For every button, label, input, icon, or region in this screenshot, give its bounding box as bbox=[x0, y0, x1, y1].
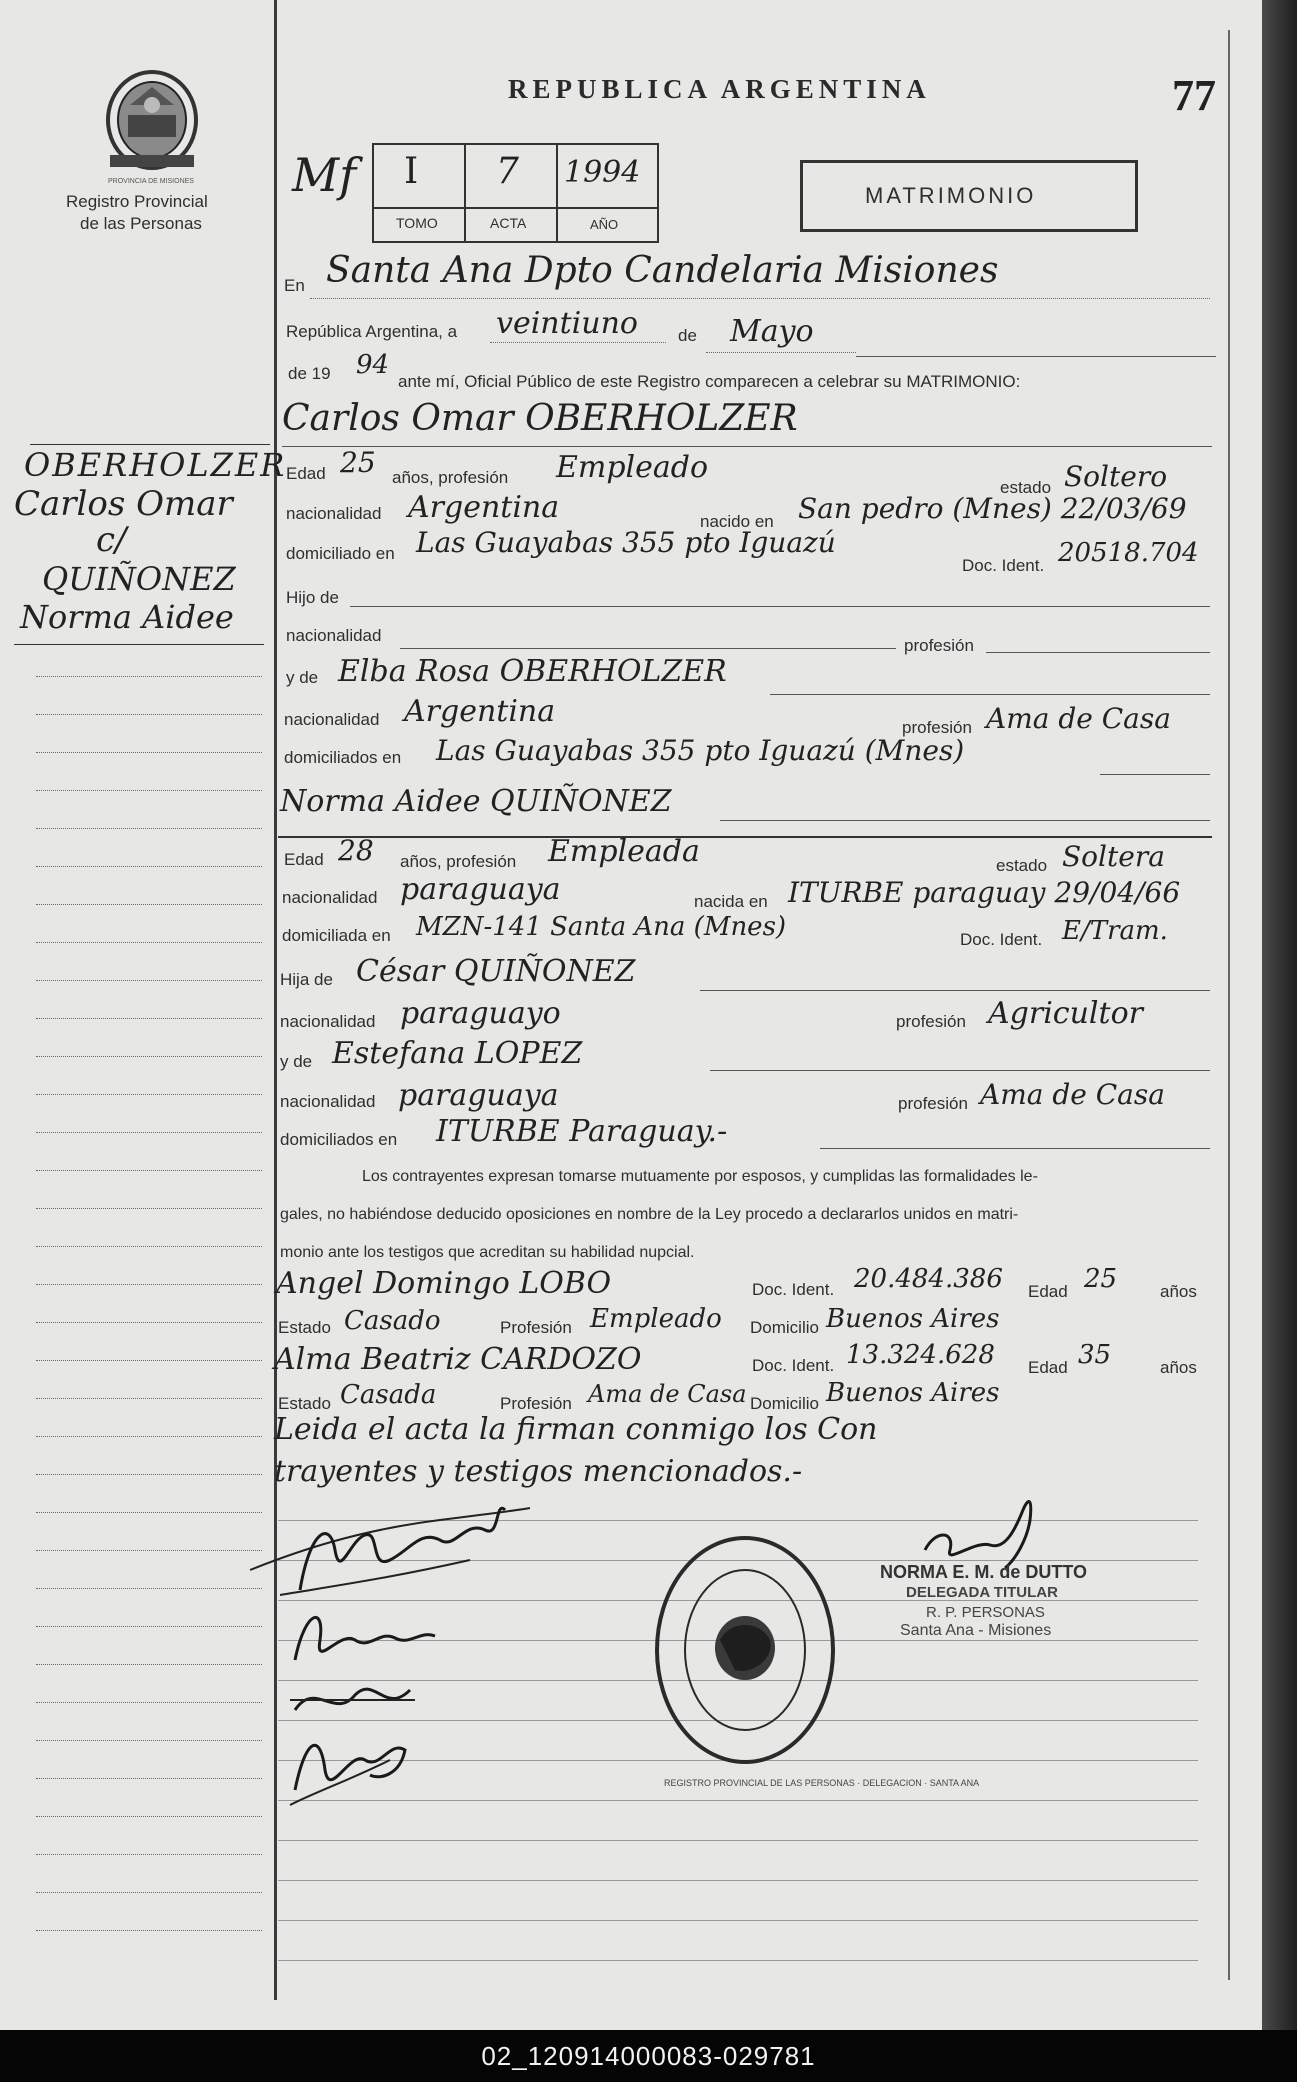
record-box bbox=[372, 143, 659, 243]
anos-label: años bbox=[1160, 1282, 1197, 1301]
bride-name: Norma Aidee QUIÑONEZ bbox=[280, 784, 672, 819]
profession-label: profesión bbox=[898, 1094, 968, 1113]
tomo-value: I bbox=[404, 151, 419, 192]
bride-father-nationality: paraguayo bbox=[400, 996, 561, 1031]
initials: Mf bbox=[292, 148, 357, 202]
doc-label: Doc. Ident. bbox=[960, 930, 1043, 949]
witness1-age: 25 bbox=[1084, 1264, 1118, 1294]
nationality-label: nacionalidad bbox=[286, 626, 382, 645]
left-margin-rule bbox=[274, 0, 277, 2000]
witness2-name: Alma Beatriz CARDOZO bbox=[274, 1342, 642, 1377]
y-de-label: y de bbox=[280, 1052, 313, 1071]
witness1-doc: 20.484.386 bbox=[854, 1264, 1003, 1294]
margin-line1: OBERHOLZER bbox=[24, 446, 287, 484]
nationality-label: nacionalidad bbox=[286, 504, 382, 523]
en-label: En bbox=[284, 276, 305, 295]
domicilio-label: domiciliada en bbox=[282, 926, 391, 945]
intro-text: ante mí, Oficial Público de este Registro comparecen a celebrar su MATRIMONIO: bbox=[398, 372, 1021, 391]
estado-label: estado bbox=[996, 856, 1048, 875]
margin-line3: c/ bbox=[96, 520, 127, 560]
domicilio-label: domiciliados en bbox=[284, 748, 402, 767]
estado-label: Estado bbox=[278, 1394, 331, 1413]
mother-name: Elba Rosa OBERHOLZER bbox=[338, 654, 727, 689]
registry-line2: de las Personas bbox=[80, 214, 202, 233]
mother-profession: Ama de Casa bbox=[986, 702, 1171, 735]
profession-label: profesión bbox=[904, 636, 974, 655]
profession-label: Profesión bbox=[500, 1394, 572, 1413]
groom-age: 25 bbox=[340, 446, 376, 479]
domicilio-label: Domicilio bbox=[750, 1318, 819, 1337]
hijo-label: Hijo de bbox=[286, 588, 339, 607]
anio-value: 1994 bbox=[564, 155, 641, 190]
republica-label: República Argentina, a bbox=[286, 322, 458, 341]
right-margin-rule bbox=[1228, 30, 1230, 1980]
profession-label: años, profesión bbox=[400, 852, 517, 871]
bride-born: ITURBE paraguay 29/04/66 bbox=[788, 876, 1181, 909]
act-type: MATRIMONIO bbox=[865, 183, 1037, 208]
doc-label: Doc. Ident. bbox=[752, 1280, 835, 1299]
edad-label: Edad bbox=[284, 850, 324, 869]
witness2-age: 35 bbox=[1078, 1340, 1112, 1370]
closing-line2: trayentes y testigos mencionados.- bbox=[274, 1454, 803, 1489]
country-heading: REPUBLICA ARGENTINA bbox=[508, 74, 931, 104]
profession-label: Profesión bbox=[500, 1318, 572, 1337]
witness2-profession: Ama de Casa bbox=[588, 1380, 747, 1408]
nacida-label: nacida en bbox=[694, 892, 768, 911]
y-de-label: y de bbox=[286, 668, 319, 687]
round-seal-text: REGISTRO PROVINCIAL DE LAS PERSONAS · DELEGACION · SANTA ANA bbox=[664, 1778, 980, 1788]
official-location: Santa Ana - Misiones bbox=[900, 1622, 1052, 1639]
nationality-label: nacionalidad bbox=[280, 1012, 376, 1031]
domicilio-label: Domicilio bbox=[750, 1394, 819, 1413]
mother-nationality: Argentina bbox=[404, 694, 556, 729]
file-id-bar: 02_120914000083-029781 bbox=[0, 2030, 1297, 2082]
profession-label: profesión bbox=[902, 718, 972, 737]
groom-born: San pedro (Mnes) 22/03/69 bbox=[798, 492, 1187, 525]
page-edge bbox=[1262, 0, 1297, 2030]
acta-label: ACTA bbox=[490, 215, 527, 231]
witness1-status: Casado bbox=[344, 1306, 441, 1336]
bride-mother-nationality: paraguaya bbox=[398, 1078, 559, 1113]
official-office: R. P. PERSONAS bbox=[926, 1604, 1045, 1621]
acta-value: 7 bbox=[496, 151, 519, 192]
registry-line1: Registro Provincial bbox=[66, 192, 208, 211]
day: veintiuno bbox=[496, 306, 638, 341]
month: Mayo bbox=[730, 314, 814, 349]
closing-line1: Leida el acta la firman conmigo los Con bbox=[274, 1412, 878, 1447]
bride-mother-profession: Ama de Casa bbox=[980, 1078, 1165, 1111]
bride-father-profession: Agricultor bbox=[988, 996, 1143, 1031]
declaration-line3: monio ante los testigos que acreditan su habilidad nupcial. bbox=[280, 1244, 695, 1261]
bride-father-name: César QUIÑONEZ bbox=[356, 954, 636, 989]
groom-profession: Empleado bbox=[556, 450, 709, 485]
edad-label: Edad bbox=[1028, 1282, 1068, 1301]
groom-name: Carlos Omar OBERHOLZER bbox=[282, 398, 798, 439]
witness1-name: Angel Domingo LOBO bbox=[276, 1266, 612, 1301]
bride-mother-name: Estefana LOPEZ bbox=[332, 1036, 583, 1071]
place: Santa Ana Dpto Candelaria Misiones bbox=[326, 250, 999, 291]
profession-label: profesión bbox=[896, 1012, 966, 1031]
groom-nationality: Argentina bbox=[408, 490, 560, 525]
anos-label: años bbox=[1160, 1358, 1197, 1377]
year-prefix: de 19 bbox=[288, 364, 331, 383]
hija-label: Hija de bbox=[280, 970, 333, 989]
act-type-box bbox=[800, 160, 1138, 232]
bride-profession: Empleada bbox=[548, 834, 700, 869]
nacido-label: nacido en bbox=[700, 512, 774, 531]
tomo-label: TOMO bbox=[396, 215, 438, 231]
margin-line4: QUIÑONEZ bbox=[42, 560, 236, 598]
declaration-line2: gales, no habiéndose deducido oposiciones en nombre de la Ley procedo a declararlos unidos en matri- bbox=[280, 1206, 1019, 1223]
witness2-address: Buenos Aires bbox=[826, 1378, 1000, 1408]
bride-parents-address: ITURBE Paraguay.- bbox=[436, 1114, 728, 1149]
doc-label: Doc. Ident. bbox=[962, 556, 1045, 575]
bride-status: Soltera bbox=[1062, 840, 1165, 873]
estado-label: Estado bbox=[278, 1318, 331, 1337]
margin-line2: Carlos Omar bbox=[14, 484, 233, 524]
estado-label: estado bbox=[1000, 478, 1052, 497]
nationality-label: nacionalidad bbox=[282, 888, 378, 907]
doc-label: Doc. Ident. bbox=[752, 1356, 835, 1375]
edad-label: Edad bbox=[1028, 1358, 1068, 1377]
witness2-status: Casada bbox=[340, 1380, 437, 1410]
official-title: DELEGADA TITULAR bbox=[906, 1584, 1058, 1601]
witness2-doc: 13.324.628 bbox=[846, 1340, 995, 1370]
bride-age: 28 bbox=[338, 834, 374, 867]
bride-nationality: paraguaya bbox=[400, 872, 561, 907]
groom-doc: 20518.704 bbox=[1058, 538, 1199, 568]
groom-address: Las Guayabas 355 pto Iguazú bbox=[416, 526, 836, 559]
year-suffix: 94 bbox=[356, 350, 390, 380]
bride-address: MZN-141 Santa Ana (Mnes) bbox=[416, 912, 787, 942]
anio-label: AÑO bbox=[590, 217, 619, 232]
signature-witness2 bbox=[280, 1720, 420, 1810]
edad-label: Edad bbox=[286, 464, 326, 483]
domicilio-label: domiciliado en bbox=[286, 544, 395, 563]
page-number: 77 bbox=[1172, 71, 1216, 120]
witness1-address: Buenos Aires bbox=[826, 1304, 1000, 1334]
provincial-seal-icon bbox=[100, 65, 205, 175]
bride-doc: E/Tram. bbox=[1062, 916, 1168, 946]
domicilio-label: domiciliados en bbox=[280, 1130, 398, 1149]
seal-text: PROVINCIA DE MISIONES bbox=[108, 178, 194, 185]
signature-bride bbox=[285, 1600, 455, 1680]
official-name: NORMA E. M. de DUTTO bbox=[880, 1562, 1087, 1582]
witness1-profession: Empleado bbox=[590, 1304, 722, 1334]
groom-status: Soltero bbox=[1064, 460, 1168, 493]
nationality-label: nacionalidad bbox=[284, 710, 380, 729]
de-label: de bbox=[678, 326, 697, 345]
declaration-line1: Los contrayentes expresan tomarse mutuamente por esposos, y cumplidas las formalidades le- bbox=[362, 1168, 1038, 1185]
signature-groom bbox=[240, 1490, 540, 1610]
margin-line5: Norma Aidee bbox=[20, 598, 234, 636]
official-round-seal bbox=[650, 1530, 840, 1770]
nationality-label: nacionalidad bbox=[280, 1092, 376, 1111]
profession-label: años, profesión bbox=[392, 468, 509, 487]
parents-address: Las Guayabas 355 pto Iguazú (Mnes) bbox=[436, 734, 965, 767]
